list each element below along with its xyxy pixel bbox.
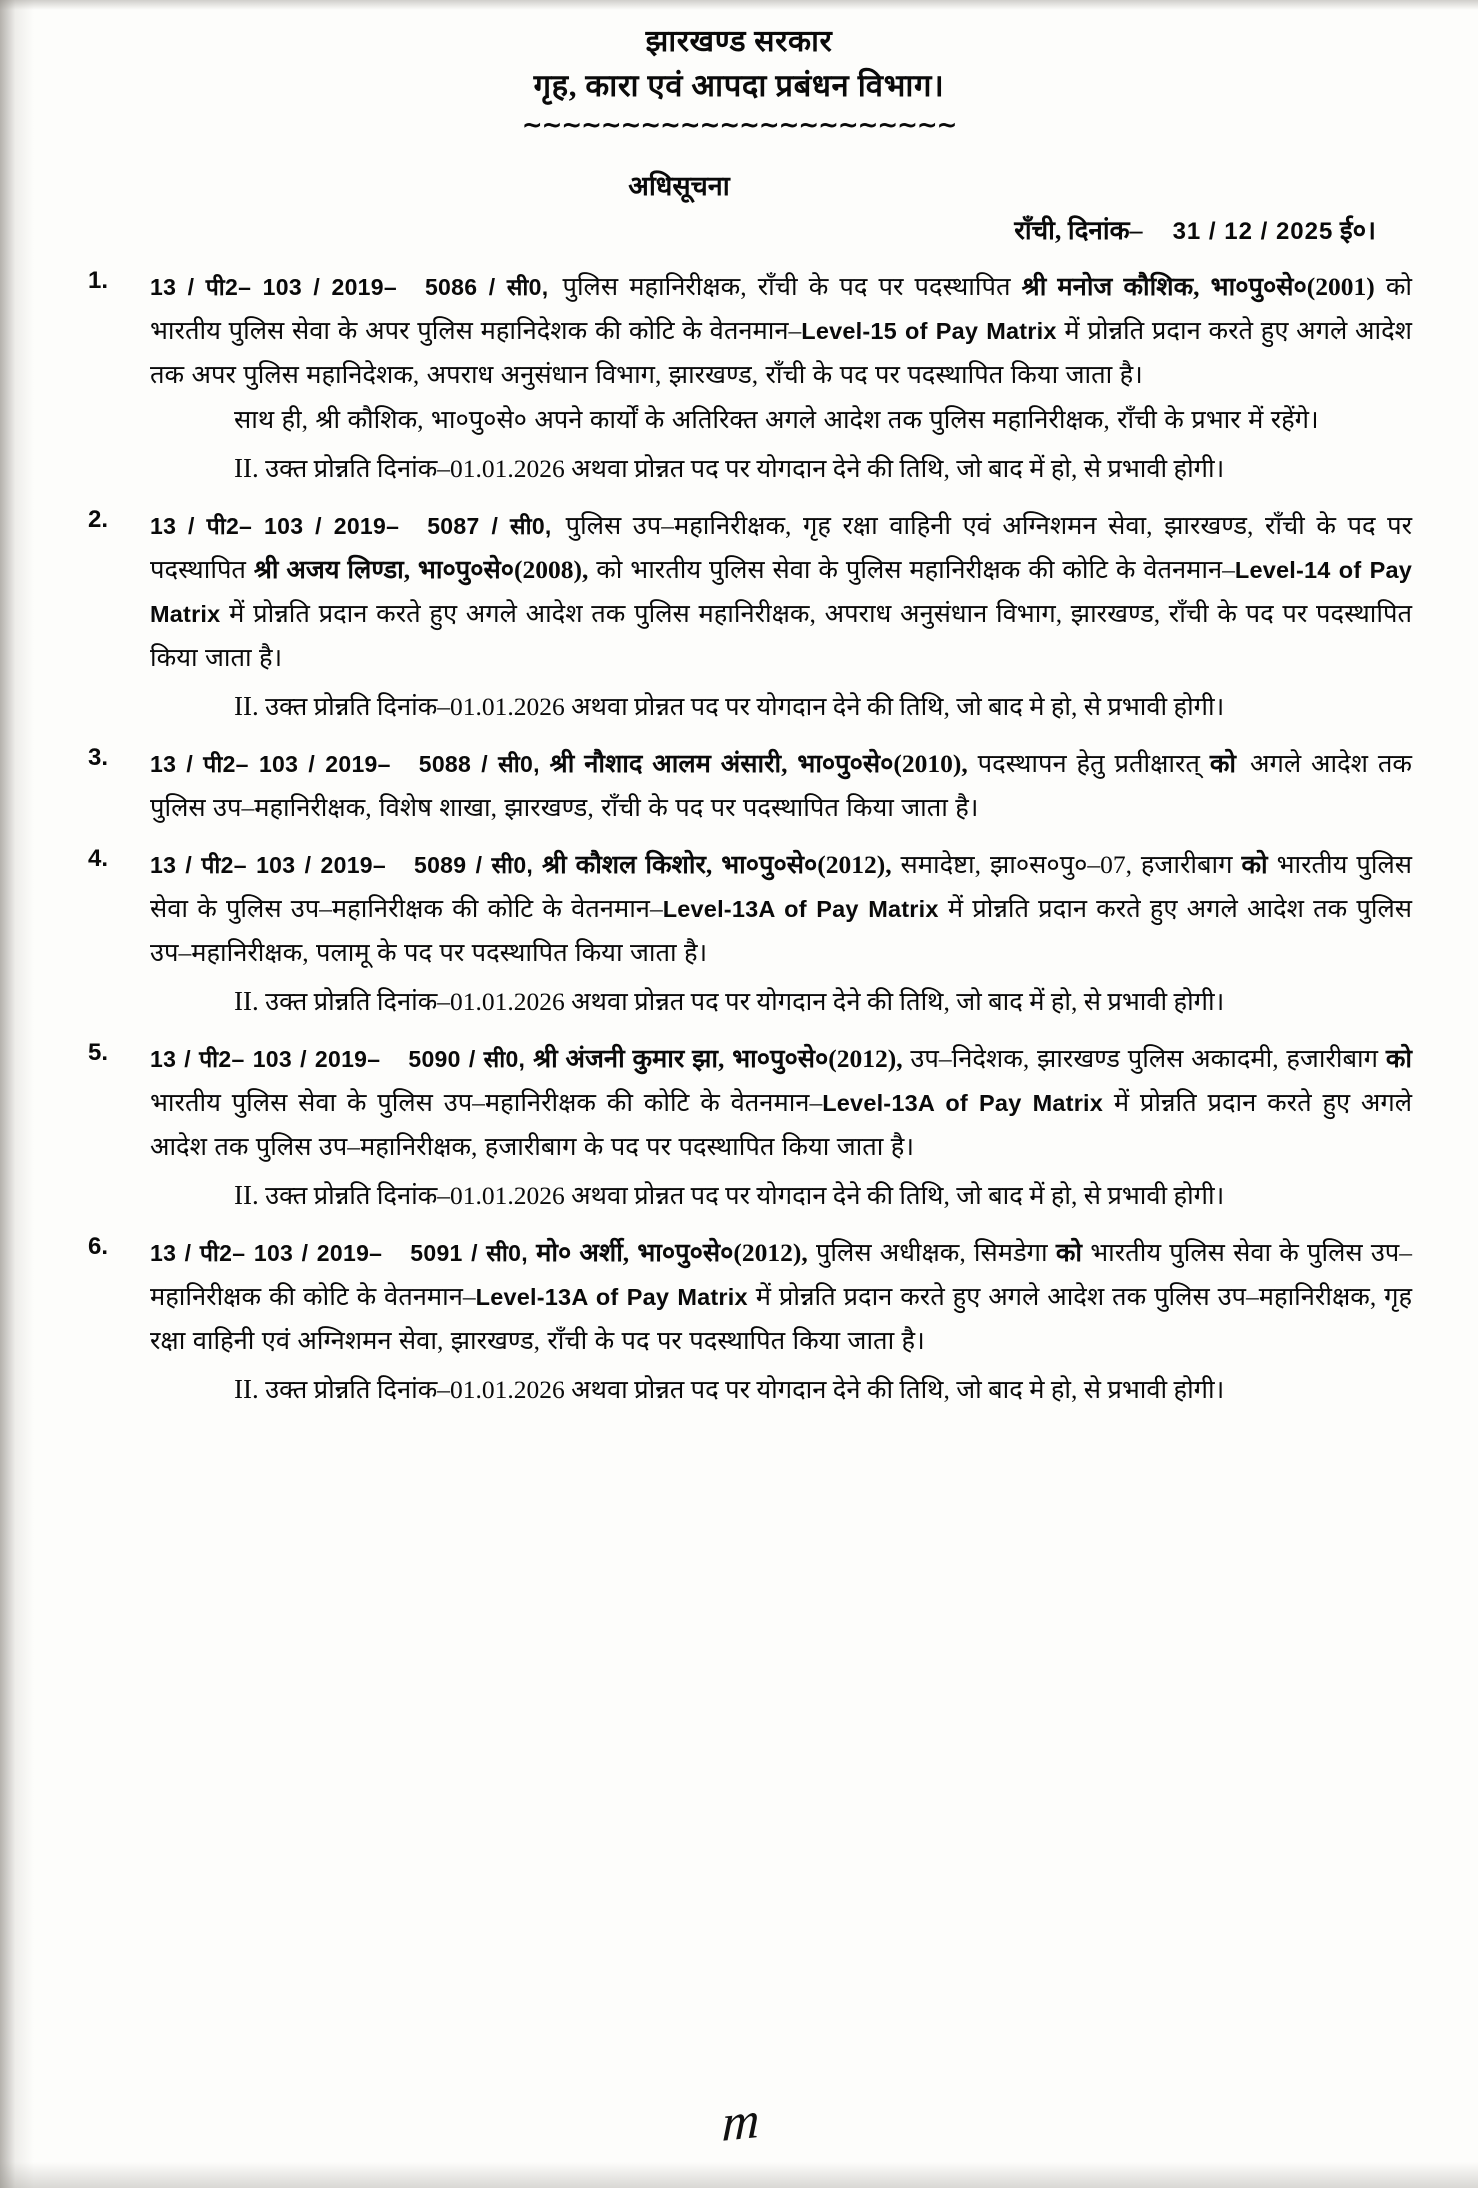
- item-file-number: 13 / पी2– 103 / 2019–: [150, 1046, 381, 1072]
- item-memo-number: 5086 / सी0,: [424, 274, 549, 300]
- government-name: झारखण्ड सरकार: [645, 25, 833, 58]
- item-pay-level: Level-13A of Pay Matrix: [662, 896, 939, 922]
- item-clause-ii: [150, 447, 1412, 490]
- clause-roman-numeral: II.: [234, 453, 259, 483]
- item-officer-name: श्री अंजनी कुमार झा, भा०पु०से०(2012),: [533, 1044, 903, 1073]
- item-number: 4.: [88, 845, 109, 872]
- dateline-era: ई०।: [1339, 216, 1376, 245]
- item-body-connector: को: [1385, 1044, 1413, 1073]
- item-body-suffix: में प्रोन्नति प्रदान करते हुए अगले आदेश तक पुलिस महानिरीक्षक, अपराध अनुसंधान विभाग, झारखण्ड, राँची के पद पर पदस्थापित किया जाता है।: [150, 599, 1412, 672]
- item-extra-paragraph: साथ ही, श्री कौशिक, भा०पु०से० अपने कार्यों के अतिरिक्त अगले आदेश तक पुलिस महानिरीक्षक, राँची के प्रभार में रहेंगे।: [234, 405, 1319, 434]
- item-body: [150, 265, 1412, 396]
- item-memo-number: 5089 / सी0,: [413, 852, 534, 878]
- scan-edge-shadow-bottom: [0, 2162, 1478, 2188]
- clause-roman-numeral: II.: [234, 1180, 259, 1210]
- item-memo-number: 5090 / सी0,: [408, 1046, 526, 1072]
- item-officer-name: श्री अजय लिण्डा, भा०पु०से०(2008),: [253, 555, 589, 584]
- item-file-number: 13 / पी2– 103 / 2019–: [150, 274, 397, 300]
- item-body-middle: भारतीय पुलिस सेवा के पुलिस उप–महानिरीक्षक की कोटि के वेतनमान–: [150, 1238, 1413, 1311]
- clause-roman-numeral: II.: [234, 691, 259, 721]
- item-body: [150, 843, 1412, 974]
- dateline: [66, 212, 1412, 251]
- item-clause-ii: [150, 1174, 1412, 1217]
- clause-text: उक्त प्रोन्नति दिनांक–01.01.2026 अथवा प्रोन्नत पद पर योगदान देने की तिथि, जो बाद में हो, से प्रभावी होगी।: [265, 1181, 1225, 1210]
- clause-text: उक्त प्रोन्नति दिनांक–01.01.2026 अथवा प्रोन्नत पद पर योगदान देने की तिथि, जो बाद में हो, से प्रभावी होगी।: [265, 454, 1225, 483]
- item-file-number: 13 / पी2– 103 / 2019–: [150, 1240, 383, 1266]
- page-title: अधिसूचना: [628, 171, 730, 201]
- item-officer-name: श्री कौशल किशोर, भा०पु०से०(2012),: [542, 850, 892, 879]
- item-body-connector: को: [1241, 850, 1268, 879]
- item-body-middle: को भारतीय पुलिस सेवा के पुलिस महानिरीक्षक की कोटि के वेतनमान–: [596, 555, 1235, 584]
- item-pay-level: Level-14 of Pay Matrix: [150, 557, 1413, 627]
- item-officer-name: श्री मनोज कौशिक, भा०पु०से०(2001): [1021, 272, 1375, 301]
- item-clause-ii: [150, 980, 1412, 1023]
- item-pay-level: Level-13A of Pay Matrix: [822, 1090, 1104, 1116]
- item-number: 1.: [88, 267, 109, 294]
- item-body: [150, 742, 1412, 829]
- item-body-suffix: में प्रोन्नति प्रदान करते हुए अगले आदेश तक पुलिस उप–महानिरीक्षक, पलामू के पद पर पदस्थापित किया जाता है।: [150, 894, 1412, 967]
- item-body-middle: भारतीय पुलिस सेवा के पुलिस उप–महानिरीक्षक की कोटि के वेतनमान–: [150, 850, 1412, 923]
- dateline-date: 31 / 12 / 2025: [1172, 218, 1334, 245]
- item-number: 3.: [88, 744, 109, 771]
- item-pay-level: Level-13A of Pay Matrix: [475, 1284, 748, 1310]
- item-pay-level: Level-15 of Pay Matrix: [801, 318, 1057, 344]
- clause-text: उक्त प्रोन्नति दिनांक–01.01.2026 अथवा प्रोन्नत पद पर योगदान देने की तिथि, जो बाद मे हो, से प्रभावी होगी।: [265, 1375, 1225, 1404]
- clause-roman-numeral: II.: [234, 1374, 259, 1404]
- clause-text: उक्त प्रोन्नति दिनांक–01.01.2026 अथवा प्रोन्नत पद पर योगदान देने की तिथि, जो बाद में हो, से प्रभावी होगी।: [265, 987, 1225, 1016]
- notification-item: [66, 742, 1412, 829]
- item-body-connector: को: [1209, 749, 1237, 778]
- item-body-suffix: में प्रोन्नति प्रदान करते हुए अगले आदेश तक अपर पुलिस महानिदेशक, अपराध अनुसंधान विभाग, झारखण्ड, राँची के पद पर पदस्थापित किया जाता है।: [150, 316, 1412, 389]
- item-number: 6.: [88, 1233, 109, 1260]
- item-body-prefix: पदस्थापन हेतु प्रतीक्षारत्: [977, 749, 1200, 778]
- decorative-divider: ~~~~~~~~~~~~~~~~~~~~~~: [521, 110, 957, 139]
- clause-roman-numeral: II.: [234, 986, 259, 1016]
- item-body-prefix: पुलिस महानिरीक्षक, राँची के पद पर पदस्थापित: [562, 272, 1011, 301]
- item-number: 2.: [88, 506, 109, 533]
- item-body-suffix: अगले आदेश तक पुलिस उप–महानिरीक्षक, विशेष शाखा, झारखण्ड, राँची के पद पर पदस्थापित किया जाता है।: [150, 749, 1412, 822]
- notification-item: [66, 504, 1412, 728]
- item-body: [150, 504, 1412, 679]
- clause-text: उक्त प्रोन्नति दिनांक–01.01.2026 अथवा प्रोन्नत पद पर योगदान देने की तिथि, जो बाद मे हो, से प्रभावी होगी।: [265, 692, 1225, 721]
- notification-item: [66, 843, 1412, 1023]
- dateline-place: राँची, दिनांक–: [1014, 216, 1143, 245]
- item-file-number: 13 / पी2– 103 / 2019–: [150, 852, 386, 878]
- item-clause-ii: [150, 685, 1412, 728]
- item-file-number: 13 / पी2– 103 / 2019–: [150, 513, 400, 539]
- item-memo-number: 5088 / सी0,: [418, 751, 540, 777]
- item-body: [150, 1037, 1412, 1168]
- department-name: गृह, कारा एवं आपदा प्रबंधन विभाग।: [533, 68, 945, 103]
- item-body-middle: भारतीय पुलिस सेवा के पुलिस उप–महानिरीक्षक की कोटि के वेतनमान–: [150, 1088, 823, 1117]
- handwritten-signature: m: [721, 2091, 757, 2154]
- signature-area: [0, 2091, 1478, 2154]
- item-memo-number: 5087 / सी0,: [427, 513, 552, 539]
- item-number: 5.: [88, 1039, 109, 1066]
- item-body-prefix: पुलिस उप–महानिरीक्षक, गृह रक्षा वाहिनी एवं अग्निशमन सेवा, झारखण्ड, राँची के पद पर पदस्थापित: [150, 511, 1412, 584]
- item-body-middle: को भारतीय पुलिस सेवा के अपर पुलिस महानिदेशक की कोटि के वेतनमान–: [150, 272, 1413, 345]
- notification-item: [66, 1037, 1412, 1217]
- item-officer-name: मो० अर्शी, भा०पु०से०(2012),: [536, 1238, 808, 1267]
- item-body-connector: को: [1055, 1238, 1083, 1267]
- item-file-number: 13 / पी2– 103 / 2019–: [150, 751, 391, 777]
- item-body: [150, 1231, 1412, 1362]
- item-officer-name: श्री नौशाद आलम अंसारी, भा०पु०से०(2010),: [549, 749, 968, 778]
- notification-item: [66, 265, 1412, 490]
- item-body-suffix: में प्रोन्नति प्रदान करते हुए अगले आदेश तक पुलिस उप–महानिरीक्षक, गृह रक्षा वाहिनी एवं अग्निशमन सेवा, झारखण्ड, राँची के पद पर पदस्थापित किया जाता है।: [150, 1282, 1413, 1355]
- item-body-prefix: पुलिस अधीक्षक, सिमडेगा: [815, 1238, 1048, 1267]
- item-memo-number: 5091 / सी0,: [410, 1240, 528, 1266]
- item-clause-ii: [150, 1368, 1412, 1411]
- item-body-prefix: समादेष्टा, झा०स०पु०–07, हजारीबाग: [900, 850, 1233, 879]
- notification-item: [66, 1231, 1412, 1411]
- item-body-suffix: में प्रोन्नति प्रदान करते हुए अगले आदेश तक पुलिस उप–महानिरीक्षक, हजारीबाग के पद पर पदस्थापित किया जाता है।: [150, 1088, 1413, 1161]
- item-body-prefix: उप–निदेशक, झारखण्ड पुलिस अकादमी, हजारीबाग: [910, 1044, 1379, 1073]
